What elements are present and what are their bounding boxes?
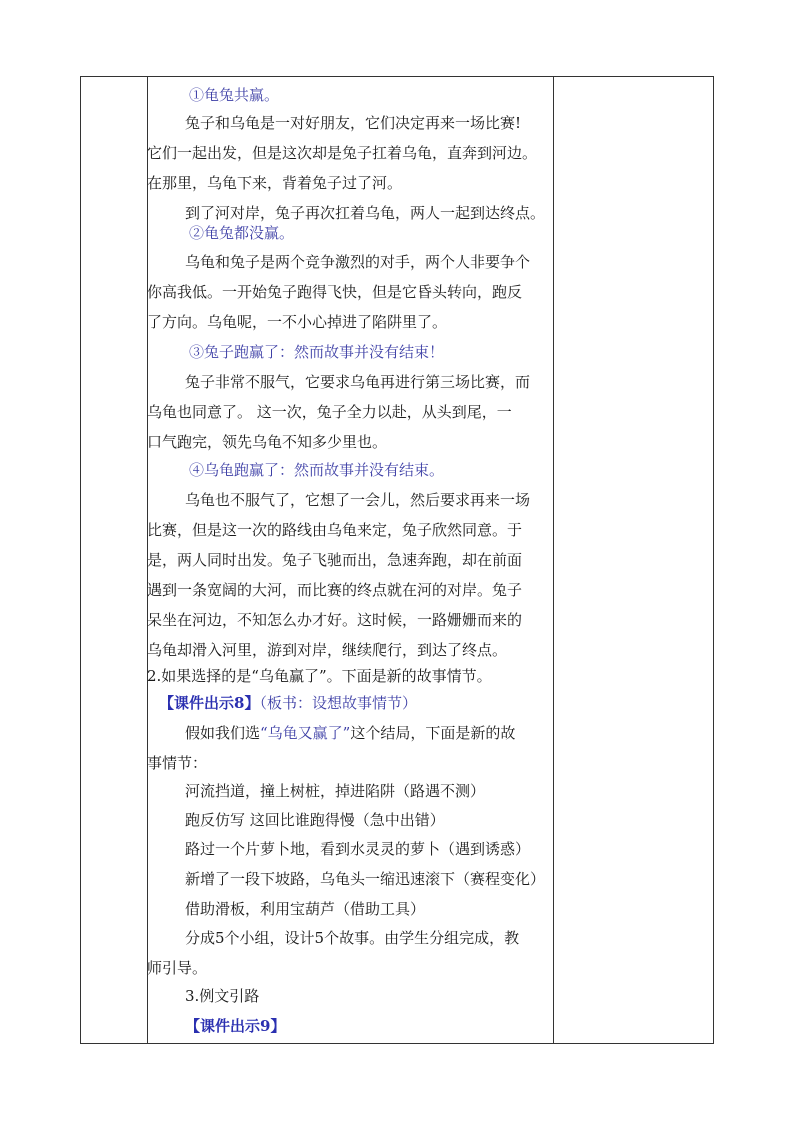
paragraph-line: 口气跑完，领先乌龟不知多少里也。 (147, 433, 388, 451)
plot-item: 跑反仿写 这回比谁跑得慢（急中出错） (185, 811, 445, 829)
plot-item: 河流挡道，撞上树桩，掉进陷阱（路遇不测） (185, 782, 486, 800)
paragraph-line: 呆坐在河边，不知怎么办才好。这时候，一路姗姗而来的 (147, 611, 523, 629)
paragraph-line: 兔子和乌龟是一对好朋友，它们决定再来一场比赛! (185, 114, 522, 132)
paragraph-line: 是，两人同时出发。兔子飞驰而出，急速奔跑，却在前面 (147, 551, 523, 569)
paragraph-line (185, 723, 515, 743)
step-3-text: 3.例文引路 (185, 987, 260, 1005)
paragraph-line: 乌龟也不服气了，它想了一会儿，然后要求再来一场 (185, 491, 531, 509)
slide-8-label: 【课件出示8】 (159, 694, 260, 712)
paragraph-line: 分成5个小组，设计5个故事。由学生分组完成，教 (185, 929, 520, 947)
heading-turtle-rabbit-win-win: ①龟兔共赢。 (189, 86, 280, 104)
para6-post: 这个结局，下面是新的故 (350, 724, 516, 742)
paragraph-line: 到了河对岸，兔子再次扛着乌龟，两人一起到达终点。 (185, 204, 546, 222)
column-divider-right (553, 77, 554, 1043)
plot-item: 借助滑板，利用宝葫芦（借助工具） (185, 900, 426, 918)
paragraph-line: 乌龟也同意了。 这一次，兔子全力以赴，从头到尾，一 (147, 403, 512, 421)
paragraph-line: 乌龟和兔子是两个竞争激烈的对手，两个人非要争个 (185, 253, 531, 271)
paragraph-line: 乌龟却滑入河里，游到对岸，继续爬行，到达了终点。 (147, 641, 508, 659)
step-2-text: 2.如果选择的是“乌龟赢了”。下面是新的故事情节。 (147, 667, 492, 685)
paragraph-line: 师引导。 (147, 959, 208, 977)
heading-rabbit-wins: ③兔子跑赢了：然而故事并没有结束！ (189, 343, 445, 361)
slide-9-label (185, 1016, 285, 1036)
plot-item: 路过一个片萝卜地，看到水灵灵的萝卜（遇到诱惑） (185, 840, 531, 858)
paragraph-line: 在那里，乌龟下来，背着兔子过了河。 (147, 174, 403, 192)
paragraph-line: 你高我低。一开始兔子跑得飞快，但是它昏头转向，跑反 (147, 283, 523, 301)
paragraph-line: 比赛，但是这一次的路线由乌龟来定，兔子欣然同意。于 (147, 521, 523, 539)
slide-9-text: 【课件出示9】 (185, 1017, 286, 1035)
plot-item: 新增了一段下坡路，乌龟头一缩迅速滚下（赛程变化） (185, 870, 546, 888)
para6-quote: “乌龟又赢了” (260, 724, 351, 742)
heading-nobody-wins: ②龟兔都没赢。 (189, 224, 295, 242)
para6-pre: 假如我们选 (185, 724, 261, 742)
blackboard-note: （板书：设想故事情节） (259, 694, 417, 712)
slide-8-line (159, 693, 417, 713)
paragraph-line: 了方向。乌龟呢，一不小心掉进了陷阱里了。 (147, 313, 448, 331)
paragraph-line: 事情节： (147, 754, 208, 772)
heading-turtle-wins: ④乌龟跑赢了：然而故事并没有结束。 (189, 461, 445, 479)
paragraph-line: 它们一起出发，但是这次却是兔子扛着乌龟，直奔到河边。 (147, 144, 538, 162)
paragraph-line: 兔子非常不服气，它要求乌龟再进行第三场比赛，而 (185, 373, 531, 391)
paragraph-line: 遇到一条宽阔的大河，而比赛的终点就在河的对岸。兔子 (147, 581, 523, 599)
